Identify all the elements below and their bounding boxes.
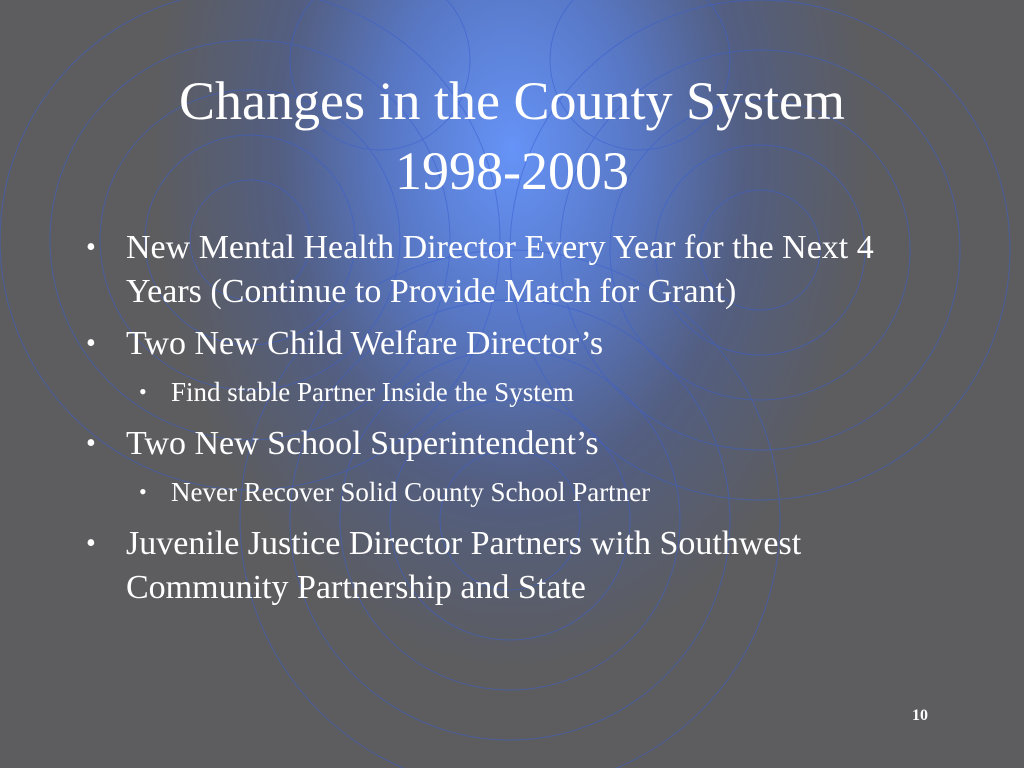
sub-bullet-item <box>84 374 944 410</box>
bullet-icon: • <box>86 328 96 359</box>
sub-bullet-item <box>84 474 944 510</box>
bullet-item <box>84 422 944 466</box>
bullet-text: Juvenile Justice Director Partners with Southwest Community Partnership and State <box>126 525 802 606</box>
bullet-item <box>84 522 944 610</box>
bullet-icon: • <box>86 428 96 459</box>
title-line-2: 1998-2003 <box>395 141 629 201</box>
page-number: 10 <box>912 707 928 724</box>
bullet-icon: • <box>86 232 96 263</box>
title-line-1: Changes in the County System <box>179 71 845 131</box>
sub-bullet-icon: • <box>139 379 147 404</box>
bullet-icon: • <box>86 528 96 559</box>
bullet-text: Two New School Superintendent’s <box>126 425 599 462</box>
bullet-text: New Mental Health Director Every Year for the Next 4 Years (Continue to Provide Match for Grant) <box>126 229 874 310</box>
sub-bullet-text: Never Recover Solid County School Partner <box>171 477 651 507</box>
sub-bullet-text: Find stable Partner Inside the System <box>171 377 574 407</box>
bullet-text: Two New Child Welfare Director’s <box>126 325 604 362</box>
bullet-list <box>84 226 944 618</box>
bullet-item <box>84 226 944 314</box>
bullet-item <box>84 322 944 366</box>
slide-title <box>0 66 1024 206</box>
sub-bullet-icon: • <box>139 479 147 504</box>
